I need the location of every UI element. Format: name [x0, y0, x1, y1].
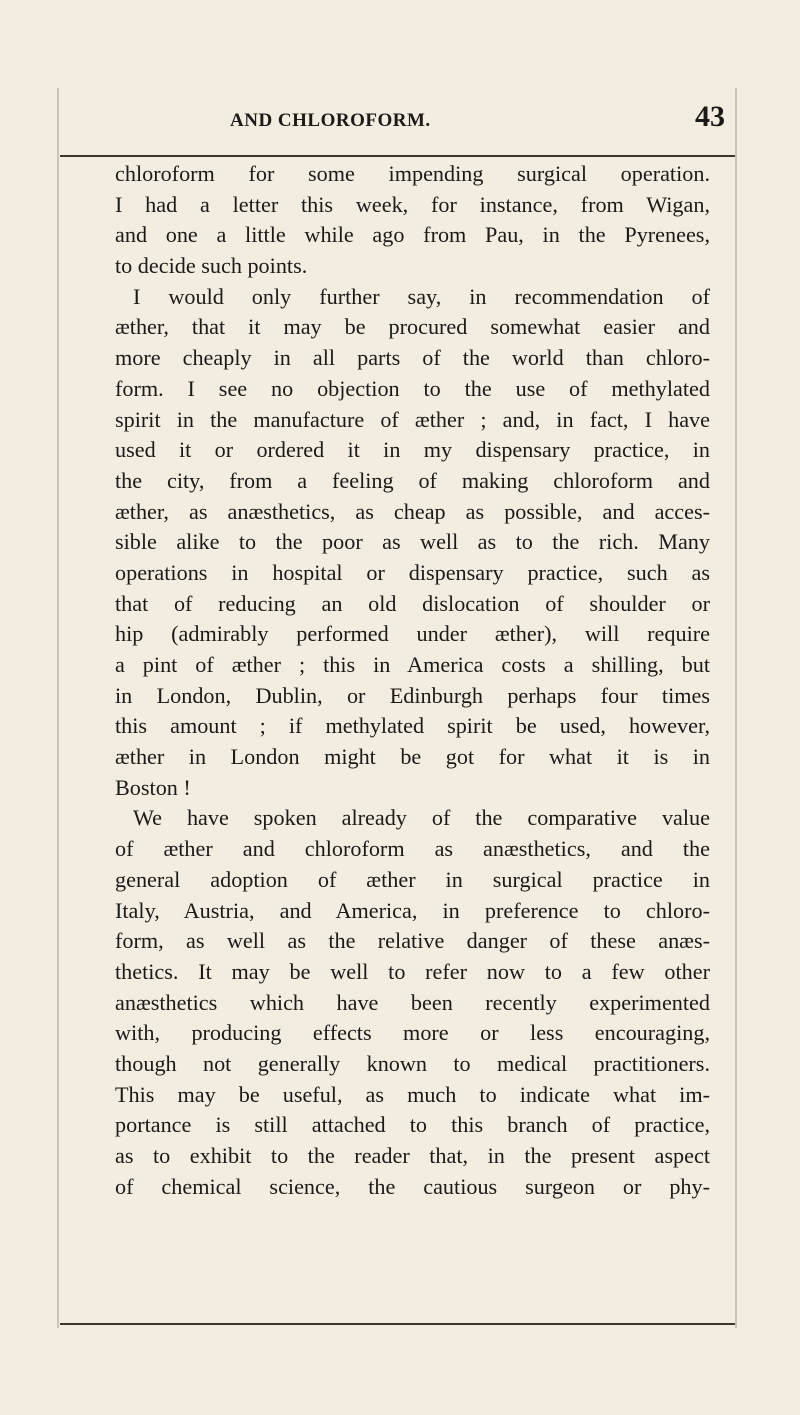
- body-text: [115, 159, 710, 1202]
- header-rule: [60, 155, 735, 157]
- text-line: form. I see no objection to the use of methylated: [115, 375, 710, 401]
- text-line: spirit in the manufacture of æther ; and, in fact, I have: [115, 406, 710, 432]
- text-line: thetics. It may be well to refer now to a few other: [115, 958, 710, 984]
- page-edge-right: [735, 88, 737, 1328]
- text-line: of æther and chloroform as anæsthetics, and the: [115, 836, 710, 862]
- text-line: more cheaply in all parts of the world than chloro-: [115, 345, 710, 371]
- text-line: operations in hospital or dispensary practice, such as: [115, 559, 710, 585]
- text-line: chloroform for some impending surgical operation.: [115, 161, 710, 186]
- text-line: though not generally known to medical practitioners.: [115, 1050, 710, 1076]
- text-line: This may be useful, as much to indicate what im-: [115, 1081, 710, 1107]
- footer-rule: [60, 1323, 735, 1325]
- text-line: sible alike to the poor as well as to the rich. Many: [115, 529, 710, 555]
- text-line: and one a little while ago from Pau, in the Pyrenees,: [115, 222, 710, 248]
- text-line: Boston !: [115, 774, 191, 800]
- page-edge-left: [57, 88, 59, 1328]
- page-number: 43: [695, 100, 725, 133]
- text-line: æther, as anæsthetics, as cheap as possible, and acces-: [115, 498, 710, 524]
- page-header: [60, 86, 735, 156]
- running-head: AND CHLOROFORM.: [230, 110, 431, 131]
- text-line: I had a letter this week, for instance, from Wigan,: [115, 191, 710, 217]
- text-line: hip (admirably performed under æther), will require: [115, 621, 710, 647]
- text-line: anæsthetics which have been recently experimented: [115, 989, 710, 1015]
- text-line: as to exhibit to the reader that, in the present aspect: [115, 1143, 710, 1168]
- text-line: portance is still attached to this branch of practice,: [115, 1112, 710, 1138]
- text-line: Italy, Austria, and America, in preference to chloro-: [115, 897, 710, 923]
- text-line: æther in London might be got for what it is in: [115, 744, 710, 770]
- text-line: in London, Dublin, or Edinburgh perhaps four times: [115, 682, 710, 708]
- text-line: We have spoken already of the comparative value: [133, 805, 710, 831]
- text-line: general adoption of æther in surgical practice in: [115, 866, 710, 892]
- text-line: to decide such points.: [115, 253, 308, 279]
- text-line: the city, from a feeling of making chloroform and: [115, 467, 710, 493]
- text-line: form, as well as the relative danger of these anæs-: [115, 928, 710, 954]
- text-line: with, producing effects more or less encouraging,: [115, 1020, 710, 1046]
- text-line: that of reducing an old dislocation of shoulder or: [115, 590, 710, 616]
- text-line: æther, that it may be procured somewhat easier and: [115, 314, 710, 340]
- text-line: used it or ordered it in my dispensary practice, in: [115, 437, 710, 463]
- text-line: this amount ; if methylated spirit be used, however,: [115, 713, 710, 739]
- text-line: of chemical science, the cautious surgeon or phy-: [115, 1173, 710, 1199]
- text-line: I would only further say, in recommendation of: [133, 283, 710, 309]
- text-line: a pint of æther ; this in America costs a shilling, but: [115, 652, 710, 677]
